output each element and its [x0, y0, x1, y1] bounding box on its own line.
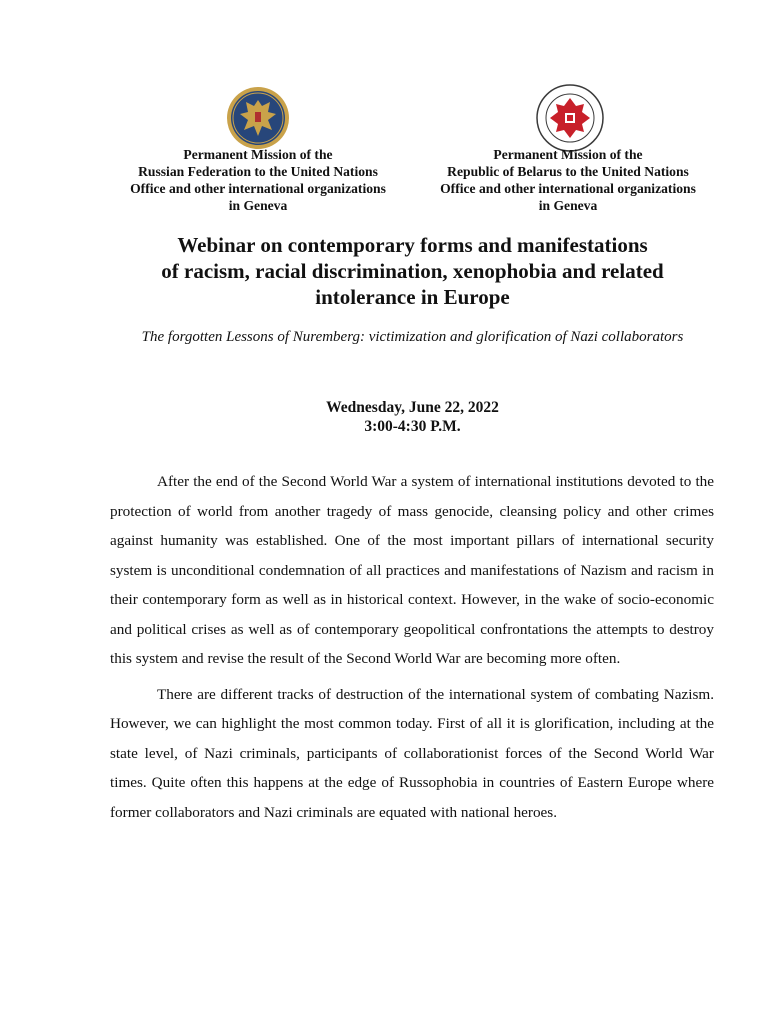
- document-subtitle: The forgotten Lessons of Nuremberg: victimization and glorification of Nazi collaborators: [141, 329, 684, 345]
- mission-line: Office and other international organizations: [130, 181, 386, 196]
- title-line: of racism, racial discrimination, xenophobia and related: [161, 259, 664, 283]
- mission-line: in Geneva: [538, 198, 598, 213]
- event-datetime: [100, 398, 725, 436]
- title-line: intolerance in Europe: [315, 285, 510, 309]
- russian-mission-emblem-icon: [226, 86, 290, 150]
- mission-line: Permanent Mission of the: [183, 147, 333, 162]
- body-paragraph: After the end of the Second World War a system of international institutions devoted to the protection of world from another tragedy of mass genocide, cleansing policy and other crimes against humanity was established. One of the most important pillars of international security system is unconditional condemnation of all practices and manifestations of Nazism and racism in their contemporary form as well as in historical context. However, in the wake of socio-economic and political crises as well as of contemporary geopolitical confrontations the attempts to destroy this system and revise the result of the Second World War are becoming more often.: [110, 473, 714, 667]
- body-paragraph: There are different tracks of destruction of the international system of combating Nazism. However, we can highlight the most common today. First of all it is glorification, including at the state level, of Nazi criminals, participants of collaborationist forces of the Second World War times. Quite often this happens at the edge of Russophobia in countries of Eastern Europe where former collaborators and Nazi criminals are equated with national heroes.: [110, 685, 714, 821]
- russian-mission-heading: [108, 146, 408, 214]
- event-time: 3:00-4:30 P.M.: [364, 418, 461, 435]
- mission-line: in Geneva: [228, 198, 288, 213]
- mission-line: Republic of Belarus to the United Nations: [447, 164, 689, 179]
- mission-line: Permanent Mission of the: [493, 147, 643, 162]
- event-date: Wednesday, June 22, 2022: [326, 399, 499, 416]
- document-title: [90, 232, 735, 310]
- title-line: Webinar on contemporary forms and manifestations: [177, 233, 648, 257]
- belarus-mission-heading: [418, 146, 718, 214]
- belarus-mission-emblem-icon: [536, 84, 604, 152]
- mission-line: Office and other international organizations: [440, 181, 696, 196]
- document-body: [110, 467, 714, 833]
- mission-line: Russian Federation to the United Nations: [138, 164, 378, 179]
